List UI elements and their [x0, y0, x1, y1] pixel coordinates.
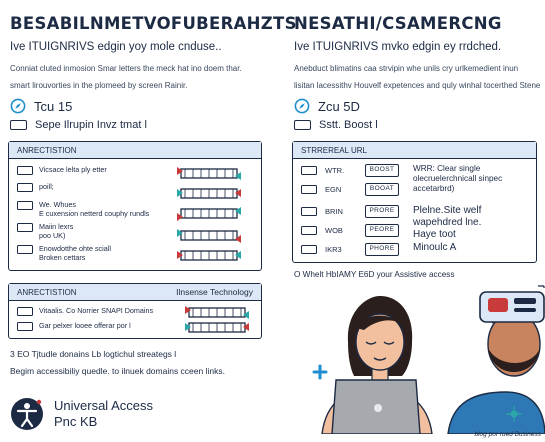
- list-item[interactable]: [17, 307, 153, 316]
- right-note: O Whelt HbIAMY E6D your Assistive access: [294, 270, 455, 279]
- list-item[interactable]: [17, 322, 131, 331]
- right-panel-description-large: [413, 205, 481, 254]
- ribbon-icon: [185, 318, 249, 338]
- keyboard-icon: [17, 223, 33, 232]
- desc-line: wapehdred lne.: [413, 217, 482, 229]
- left-blurb-line-2: smart lirouvorties in the plomeed by screen Rainir.: [10, 81, 188, 90]
- row-label: WOB: [325, 226, 343, 235]
- left-title: BESABILNMETVOFUBERAHZTS: [10, 14, 297, 33]
- table-row: [301, 183, 399, 196]
- list-item-subtext: Broken cettars: [39, 252, 86, 262]
- list-item[interactable]: [17, 201, 149, 218]
- list-item-text: Vitaalis. Co Norrier SNAPI Domains: [39, 306, 154, 315]
- compass-icon: [10, 98, 26, 114]
- probe-button[interactable]: PRORE: [365, 205, 399, 218]
- image-caption: blog por rued Business: [474, 431, 541, 438]
- keyboard-icon: [17, 201, 33, 210]
- keyboard-icon: [17, 183, 33, 192]
- table-row: [301, 164, 399, 177]
- keyboard-icon: [301, 226, 317, 235]
- desc-line: Plelne.Site welf: [413, 205, 482, 216]
- row-label: EGN: [325, 185, 342, 194]
- right-panel: [292, 141, 537, 263]
- right-stat-value: Zcu 5D: [318, 98, 360, 114]
- list-item[interactable]: [17, 183, 54, 192]
- list-item[interactable]: [17, 223, 73, 240]
- list-item-text: Enowdotthe ohte sciall: [39, 244, 111, 253]
- keyboard-icon: [301, 185, 317, 194]
- list-item[interactable]: [17, 166, 107, 175]
- row-label: BRIN: [325, 207, 343, 216]
- keyboard-icon: [10, 120, 27, 130]
- left-panel-secondary-header: [9, 284, 261, 301]
- ribbon-icon: [177, 184, 241, 204]
- left-stat-value: Tcu 15: [34, 98, 73, 114]
- keyboard-icon: [17, 322, 33, 331]
- list-item-text: Maiin lexrs: [39, 222, 74, 231]
- ribbon-icon: [177, 246, 241, 266]
- brand-line-2: Pnc KB: [54, 414, 98, 429]
- panel-header-label: ANRECTISTION: [17, 288, 77, 297]
- people-illustration: [292, 284, 545, 434]
- right-stat: [294, 98, 360, 114]
- keyboard-icon: [301, 245, 317, 254]
- list-item-text: poill;: [39, 182, 54, 191]
- panel-header-right-label: Ilnsense Technology: [176, 287, 253, 297]
- left-panel-primary: [8, 141, 262, 271]
- left-note-2: Begim accessibiliy quedle. to ilnuek domains cceen links.: [10, 366, 225, 376]
- desc-line: WRR: Clear single: [413, 164, 481, 173]
- panel-header-label: ANRECTISTION: [17, 146, 77, 155]
- right-blurb-line-1: Anebduct blimatins caa strvipin whe unils cry urlkemedient inun: [294, 64, 519, 73]
- row-label: IKR3: [325, 245, 342, 254]
- left-panel-secondary: [8, 283, 262, 339]
- list-item-subtext: E cuxension netterd couphy rundls: [39, 208, 150, 218]
- list-item-subtext: poo UK): [39, 230, 66, 240]
- left-column: [8, 0, 297, 442]
- keyboard-icon: [17, 307, 33, 316]
- left-stat-line: [10, 119, 147, 131]
- brand-line-1: Universal Access: [54, 398, 153, 413]
- desc-line: accetarbrd): [413, 184, 455, 193]
- ribbon-icon: [177, 204, 241, 224]
- right-subtitle: Ive ITUIGNRIVS mvko edgin ey rrdched.: [294, 41, 502, 53]
- keyboard-icon: [294, 120, 311, 130]
- right-panel-description-small: [413, 164, 502, 194]
- boost-button[interactable]: BOOAT: [365, 183, 399, 196]
- panel-header-label: STRREREAL URL: [301, 146, 367, 155]
- left-stat: [10, 98, 72, 114]
- left-panel-primary-header: [9, 142, 261, 159]
- keyboard-icon: [301, 207, 317, 216]
- right-column: [292, 0, 545, 442]
- row-label: WTR.: [325, 166, 345, 175]
- table-row: [301, 205, 399, 218]
- right-blurb-line-2: lisitan lacessithv Houvelf expetences and quly winhal tocerthed Stene: [294, 81, 541, 90]
- probe-button[interactable]: PHORE: [365, 243, 399, 256]
- right-stat-line-text: Sstt. Boost l: [319, 119, 378, 131]
- right-panel-header: [293, 142, 536, 159]
- right-stat-line: [294, 119, 378, 131]
- list-item-text: Gar pelxer looee offerar por l: [39, 321, 131, 330]
- desc-line: Minoulc A: [413, 241, 457, 253]
- ribbon-icon: [177, 226, 241, 246]
- table-row: [301, 243, 399, 256]
- accessibility-logo-icon: [10, 397, 44, 431]
- boost-button[interactable]: BOOST: [365, 164, 399, 177]
- left-stat-line-text: Sepe Ilrupin Invz tmat l: [35, 119, 147, 131]
- ribbon-icon: [177, 164, 241, 184]
- desc-line: olecruelerchnicall sinpec: [413, 174, 503, 183]
- compass-icon: [294, 98, 310, 114]
- list-item[interactable]: [17, 245, 111, 262]
- left-note-1: 3 EO Tjtudle donains Lb logtichul streategs l: [10, 349, 177, 359]
- keyboard-icon: [301, 166, 317, 175]
- list-item-text: We. Whues: [39, 200, 77, 209]
- left-subtitle: Ive ITUIGNRIVS edgin yoy mole cnduse..: [10, 41, 222, 53]
- keyboard-icon: [17, 166, 33, 175]
- table-row: [301, 224, 399, 237]
- left-blurb-line-1: Conniat cluted inmosion Smar letters the meck hat ino doem thar.: [10, 64, 242, 73]
- list-item-text: Vicsace lelta ply etter: [39, 165, 107, 174]
- probe-button[interactable]: PEORE: [365, 224, 399, 237]
- desc-line: Haye toot: [413, 229, 456, 241]
- right-title: NESATHI/CSAMERCNG: [294, 14, 502, 33]
- brand-block: [10, 397, 153, 431]
- keyboard-icon: [17, 245, 33, 254]
